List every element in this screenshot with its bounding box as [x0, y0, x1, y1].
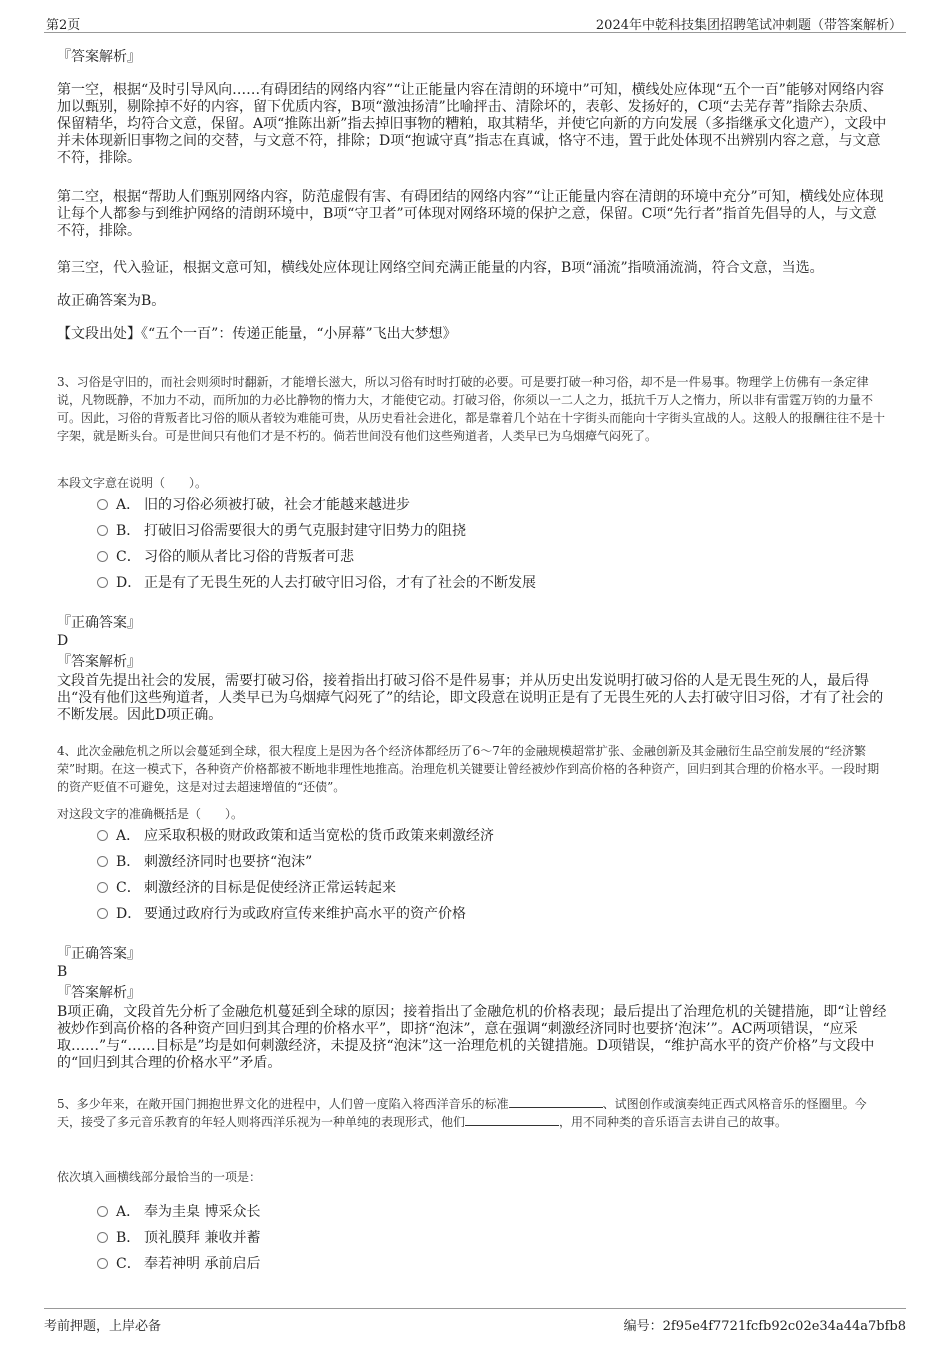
q5-prompt: 依次填入画横线部分最恰当的一项是： [57, 1170, 262, 1184]
page-footer [44, 1308, 906, 1333]
radio-icon[interactable] [97, 830, 108, 841]
radio-icon[interactable] [97, 577, 108, 588]
q3-analysis-label: 『答案解析』 [57, 654, 141, 670]
q3-option-b[interactable]: B． 打破旧习俗需要很大的勇气克服封建守旧势力的阻挠 [97, 522, 466, 540]
q5-stem: 5、多少年来，在敞开国门拥抱世界文化的进程中，人们曾一度陷入将西洋音乐的标准 、试图创作或演奏纯正西式风格音乐的怪圈里。今天，接受了多元音乐教育的年轻人则将西洋乐视为一种单纯的表现形式，他们 ，用不同种类的音乐语言去讲自己的故事。 [57, 1097, 867, 1129]
q4-prompt: 对这段文字的准确概括是（ ）。 [57, 807, 244, 821]
q3-stem: 3、习俗是守旧的，而社会则须时时翻新，才能增长滋大，所以习俗有时时打破的必要。可是要打破一种习俗，却不是一件易事。物理学上仿佛有一条定律说，凡物既静，不加力不动，而所加的力必比静物的惰力大，才能使它动。打破习俗，你须以一二人之力，抵抗千万人之惰力，所以非有雷霆万钧的力量不可。因此，习俗的背叛者比习俗的顺从者较为难能可贵，从历史看社会进化，都是靠着几个站在十字街头而能向十字街头宣战的人。这般人的报酬往往不是十字架，就是断头台。可是世间只有他们才是不朽的。倘若世间没有他们这些殉道者，人类早已为乌烟瘴气闷死了。 [57, 375, 886, 443]
q5-option-c[interactable]: C． 奉若神明 承前启后 [97, 1255, 260, 1273]
q3-answer: D [57, 633, 69, 649]
q4-answer: B [57, 964, 68, 980]
q5-option-b[interactable]: B． 顶礼膜拜 兼收并蓄 [97, 1229, 260, 1247]
q3-prompt: 本段文字意在说明（ ）。 [57, 476, 208, 490]
radio-icon[interactable] [97, 499, 108, 510]
q2-analysis-label: 『答案解析』 [57, 49, 141, 65]
q4-answer-label: 『正确答案』 [57, 946, 141, 962]
q3-analysis: 文段首先提出社会的发展，需要打破习俗，接着指出打破习俗不是件易事；并从历史出发说明打破习俗的人是无畏生死的人，最后得出“没有他们这些殉道者，人类早已为乌烟瘴气闷死了”的结论，即文段意在说明正是有了无畏生死的人去打破守旧习俗，才有了社会的不断发展。因此D项正确。 [57, 673, 884, 723]
radio-icon[interactable] [97, 1232, 108, 1243]
q2-analysis-para2: 第二空，根据“帮助人们甄别网络内容，防范虚假有害、有碍团结的网络内容”“让正能量内容在清朗的环境中充分”可知，横线处应体现让每个人都参与到维护网络的清朗环境中，B项“守卫者”可体现对网络环境的保护之意，保留。C项“先行者”指首先倡导的人，与文意不符，排除。 [57, 189, 884, 239]
radio-icon[interactable] [97, 1258, 108, 1269]
q2-source: 【文段出处】《“五个一百”：传递正能量，“小屏幕”飞出大梦想》 [57, 326, 457, 342]
radio-icon[interactable] [97, 551, 108, 562]
q4-option-b[interactable]: B． 刺激经济同时也要挤“泡沫” [97, 853, 312, 871]
document-code: 编号：2f95e4f7721fcfb92c02e34a44a7bfb8 [623, 1319, 906, 1334]
q4-stem: 4、此次金融危机之所以会蔓延到全球，很大程度上是因为各个经济体都经历了6～7年的金融规模超常扩张、金融创新及其金融衍生品空前发展的“经济繁荣”时期。在这一模式下，各种资产价格都被不断地非理性地推高。治理危机关键要让曾经被炒作到高价格的各种资产，回归到其合理的价格水平。一段时期的资产贬值不可避免，这是对过去超速增值的“还债”。 [57, 744, 880, 794]
radio-icon[interactable] [97, 856, 108, 867]
blank-2 [465, 1113, 559, 1126]
radio-icon[interactable] [97, 525, 108, 536]
q3-option-c[interactable]: C． 习俗的顺从者比习俗的背叛者可悲 [97, 548, 354, 566]
q3-option-a[interactable]: A． 旧的习俗必须被打破，社会才能越来越进步 [97, 496, 410, 514]
q4-option-a[interactable]: A． 应采取积极的财政政策和适当宽松的货币政策来刺激经济 [97, 827, 494, 845]
footer-slogan: 考前押题，上岸必备 [44, 1319, 162, 1334]
q2-analysis-para3: 第三空，代入验证，根据文意可知，横线处应体现让网络空间充满正能量的内容，B项“涌流”指喷涌流淌，符合文意，当选。 [57, 260, 824, 276]
blank-1 [509, 1095, 603, 1108]
page-header [44, 12, 906, 33]
q4-option-c[interactable]: C． 刺激经济的目标是促使经济正常运转起来 [97, 879, 396, 897]
q3-option-d[interactable]: D． 正是有了无畏生死的人去打破守旧习俗，才有了社会的不断发展 [97, 574, 536, 592]
q4-option-d[interactable]: D． 要通过政府行为或政府宣传来维护高水平的资产价格 [97, 905, 466, 923]
q4-analysis: B项正确，文段首先分析了金融危机蔓延到全球的原因；接着指出了金融危机的价格表现；最后提出了治理危机的关键措施，即“让曾经被炒作到高价格的各种资产回归到其合理的价格水平”，即挤“泡沫”，意在强调“刺激经济同时也要挤‘泡沫’”。AC两项错误，“应采取……”与“……目标是”均是如何刺激经济，未提及挤“泡沫”这一治理危机的关键措施。D项错误，“维护高水平的资产价格”与文段中的“回归到其合理的价格水平”矛盾。 [57, 1004, 887, 1071]
q2-analysis-para1: 第一空，根据“及时引导风向……有碍团结的网络内容”“让正能量内容在清朗的环境中”可知，横线处应体现“五个一百”能够对网络内容加以甄别，剔除掉不好的内容，留下优质内容，B项“激浊扬清”比喻抨击、清除坏的，表彰、发扬好的，C项“去芜存菁”指除去杂质、保留精华，均符合文意，保留。A项“推陈出新”指去掉旧事物的糟粕，取其精华，并使它向新的方向发展（多指继承文化遗产），文段中并未体现新旧事物之间的交替，与文意不符，排除；D项“抱诚守真”指志在真诚，恪守不违，置于此处体现不出辨别内容之意，与文意不符，排除。 [57, 82, 887, 166]
radio-icon[interactable] [97, 882, 108, 893]
document-title: 2024年中乾科技集团招聘笔试冲刺题（带答案解析） [595, 18, 902, 33]
page-number: 第2页 [46, 18, 81, 33]
q4-analysis-label: 『答案解析』 [57, 985, 141, 1001]
q2-analysis-para4: 故正确答案为B。 [57, 293, 166, 309]
radio-icon[interactable] [97, 1206, 108, 1217]
q5-option-a[interactable]: A． 奉为圭臬 博采众长 [97, 1203, 260, 1221]
radio-icon[interactable] [97, 908, 108, 919]
q3-answer-label: 『正确答案』 [57, 615, 141, 631]
